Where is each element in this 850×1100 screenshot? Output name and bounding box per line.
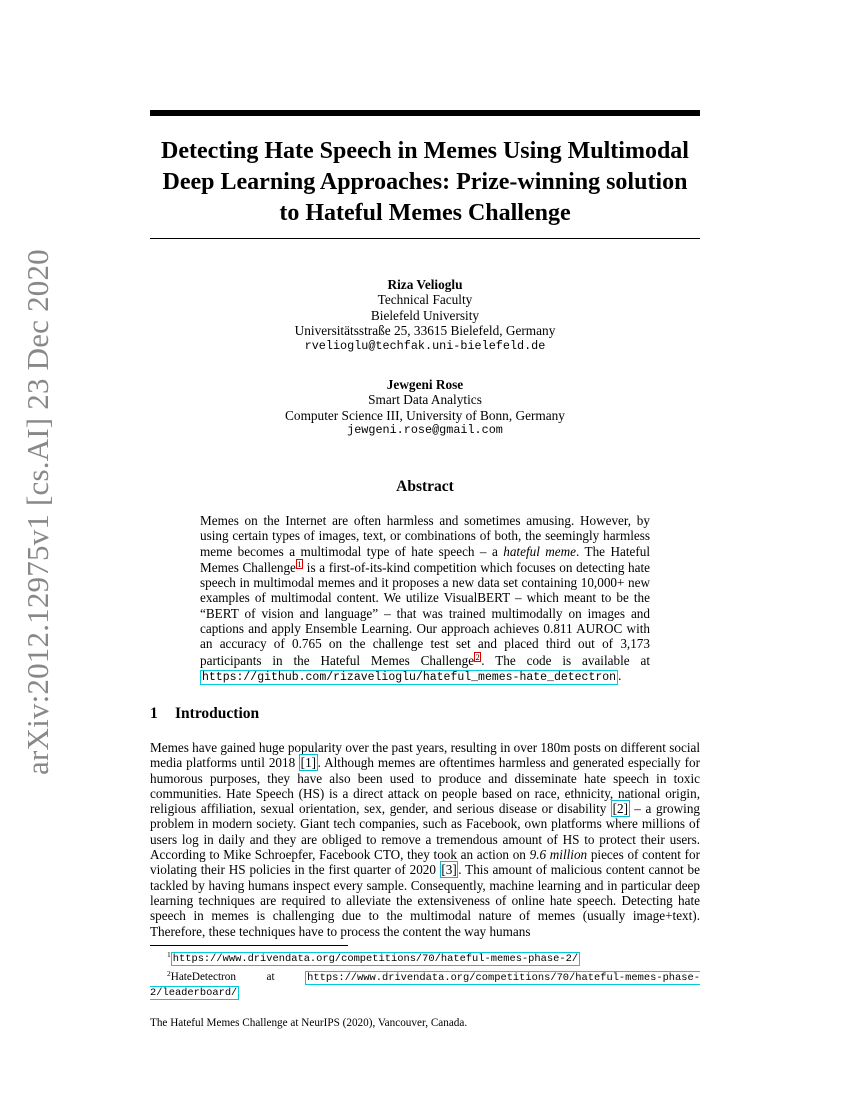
paper-title: Detecting Hate Speech in Memes Using Multimodal Deep Learning Approaches: Prize-winning solution to Hateful Memes Challenge	[161, 138, 689, 226]
footnote-url[interactable]: https://www.drivendata.org/competitions/70/hateful-memes-phase-2/	[172, 953, 579, 965]
author-affiliation: Technical Faculty	[377, 292, 473, 308]
footnote-rule	[150, 945, 348, 946]
author-affiliation: Computer Science III, University of Bonn, Germany	[285, 407, 565, 423]
author-name: Jewgeni Rose	[386, 377, 464, 392]
author-name: Riza Velioglu	[387, 277, 463, 292]
author-affiliation: Universitätsstraße 25, 33615 Bielefeld, Germany	[294, 323, 556, 339]
abstract-text: .	[618, 667, 622, 683]
body-text: . This amount of malicious content cannot be tackled by having humans inspect every sample. Consequently, machine learning and in particular deep learning techniques are required to alleviate the extensiveness of online hate speech. Detecting hate speech in memes is challenging due to the multimodal nature of memes (usually image+text). Therefore, these techniques have to process the content the way humans	[150, 862, 700, 939]
author-block	[150, 377, 700, 439]
author-email: jewgeni.rose@gmail.com	[347, 423, 503, 438]
introduction-body	[150, 740, 700, 939]
footnote-text: HateDetectron at	[170, 970, 306, 983]
venue-note: The Hateful Memes Challenge at NeurIPS (2020), Vancouver, Canada.	[150, 1017, 468, 1029]
footnote-url[interactable]: https://www.drivendata.org/competitions/70/hateful-memes-phase-2/leaderboard/	[150, 971, 700, 999]
section-title: Introduction	[175, 705, 260, 722]
abstract-text: Memes on the Internet are often harmless and sometimes amusing. However, by using certain types of images, text, or combinations of both, the seemingly harmless meme becomes a multimodal type of hate speech – a	[200, 513, 650, 559]
author-affiliation: Smart Data Analytics	[368, 392, 482, 408]
citation-link-3[interactable]: [3]	[441, 862, 457, 878]
abstract-text: . The code is available at	[481, 652, 650, 668]
code-link[interactable]: https://github.com/rizavelioglu/hateful_memes-hate_detectron	[202, 670, 617, 684]
abstract-text: . The Hateful Memes Challenge	[200, 543, 650, 575]
footnote-mark: 1	[167, 950, 171, 959]
abstract-heading: Abstract	[396, 478, 454, 495]
title-bottom-rule	[150, 238, 700, 239]
body-text: Memes have gained huge popularity over the past years, resulting in over 180m posts on different social media platforms until 2018	[150, 740, 700, 771]
title-top-rule	[150, 110, 700, 116]
author-affiliation: Bielefeld University	[370, 307, 480, 323]
body-text: pieces of content for violating their HS policies in the first quarter of 2020	[150, 847, 700, 878]
author-email: rvelioglu@techfak.uni-bielefeld.de	[304, 338, 546, 353]
footnote-mark: 2	[167, 968, 171, 978]
footnote-1	[150, 948, 700, 967]
body-text: – a growing problem in modern society. Giant tech companies, such as Facebook, own platforms where millions of users log in daily and they are obliged to remove a tremendous amount of HS to protect their users. According to Mike Schroepfer, Facebook CTO, they took an action on	[150, 801, 701, 863]
footnote-link-1[interactable]: 1	[297, 558, 302, 569]
footnotes	[150, 948, 700, 1001]
body-text: . Although memes are oftentimes harmless and generated especially for humorous purposes, they have also been used to produce and disseminate hate speech in toxic communities. Hate Speech (HS) is a direct attack on people based on race, ethnicity, national origin, religious affiliation, sexual orientation, sex, gender, and serious disease or disability	[150, 755, 700, 817]
footnote-2	[150, 967, 700, 1001]
body-emphasis: 9.6 million	[529, 847, 588, 863]
arxiv-identifier: arXiv:2012.12975v1 [cs.AI] 23 Dec 2020	[20, 249, 55, 775]
footnote-link-2[interactable]: 2	[475, 651, 480, 662]
section-number: 1	[150, 705, 158, 722]
citation-link-2[interactable]: [2]	[612, 801, 628, 817]
citation-link-1[interactable]: [1]	[300, 755, 317, 771]
abstract-text: is a first-of-its-kind competition which focuses on detecting hate speech in multimodal memes and it proposes a new data set containing 10,000+ new examples of multimodal content. We utilize VisualBERT – which meant to be the “BERT of vision and language” – that was trained multimodally on images and captions and apply Ensemble Learning. Our approach achieves 0.811 AUROC with an accuracy of 0.765 on the challenge test set and placed third out of 3,173 participants in the Hateful Memes Challenge	[200, 559, 650, 668]
abstract-body	[200, 513, 650, 685]
abstract-emphasis: hateful meme	[503, 543, 577, 559]
author-block	[150, 277, 700, 354]
section-heading	[150, 705, 259, 723]
